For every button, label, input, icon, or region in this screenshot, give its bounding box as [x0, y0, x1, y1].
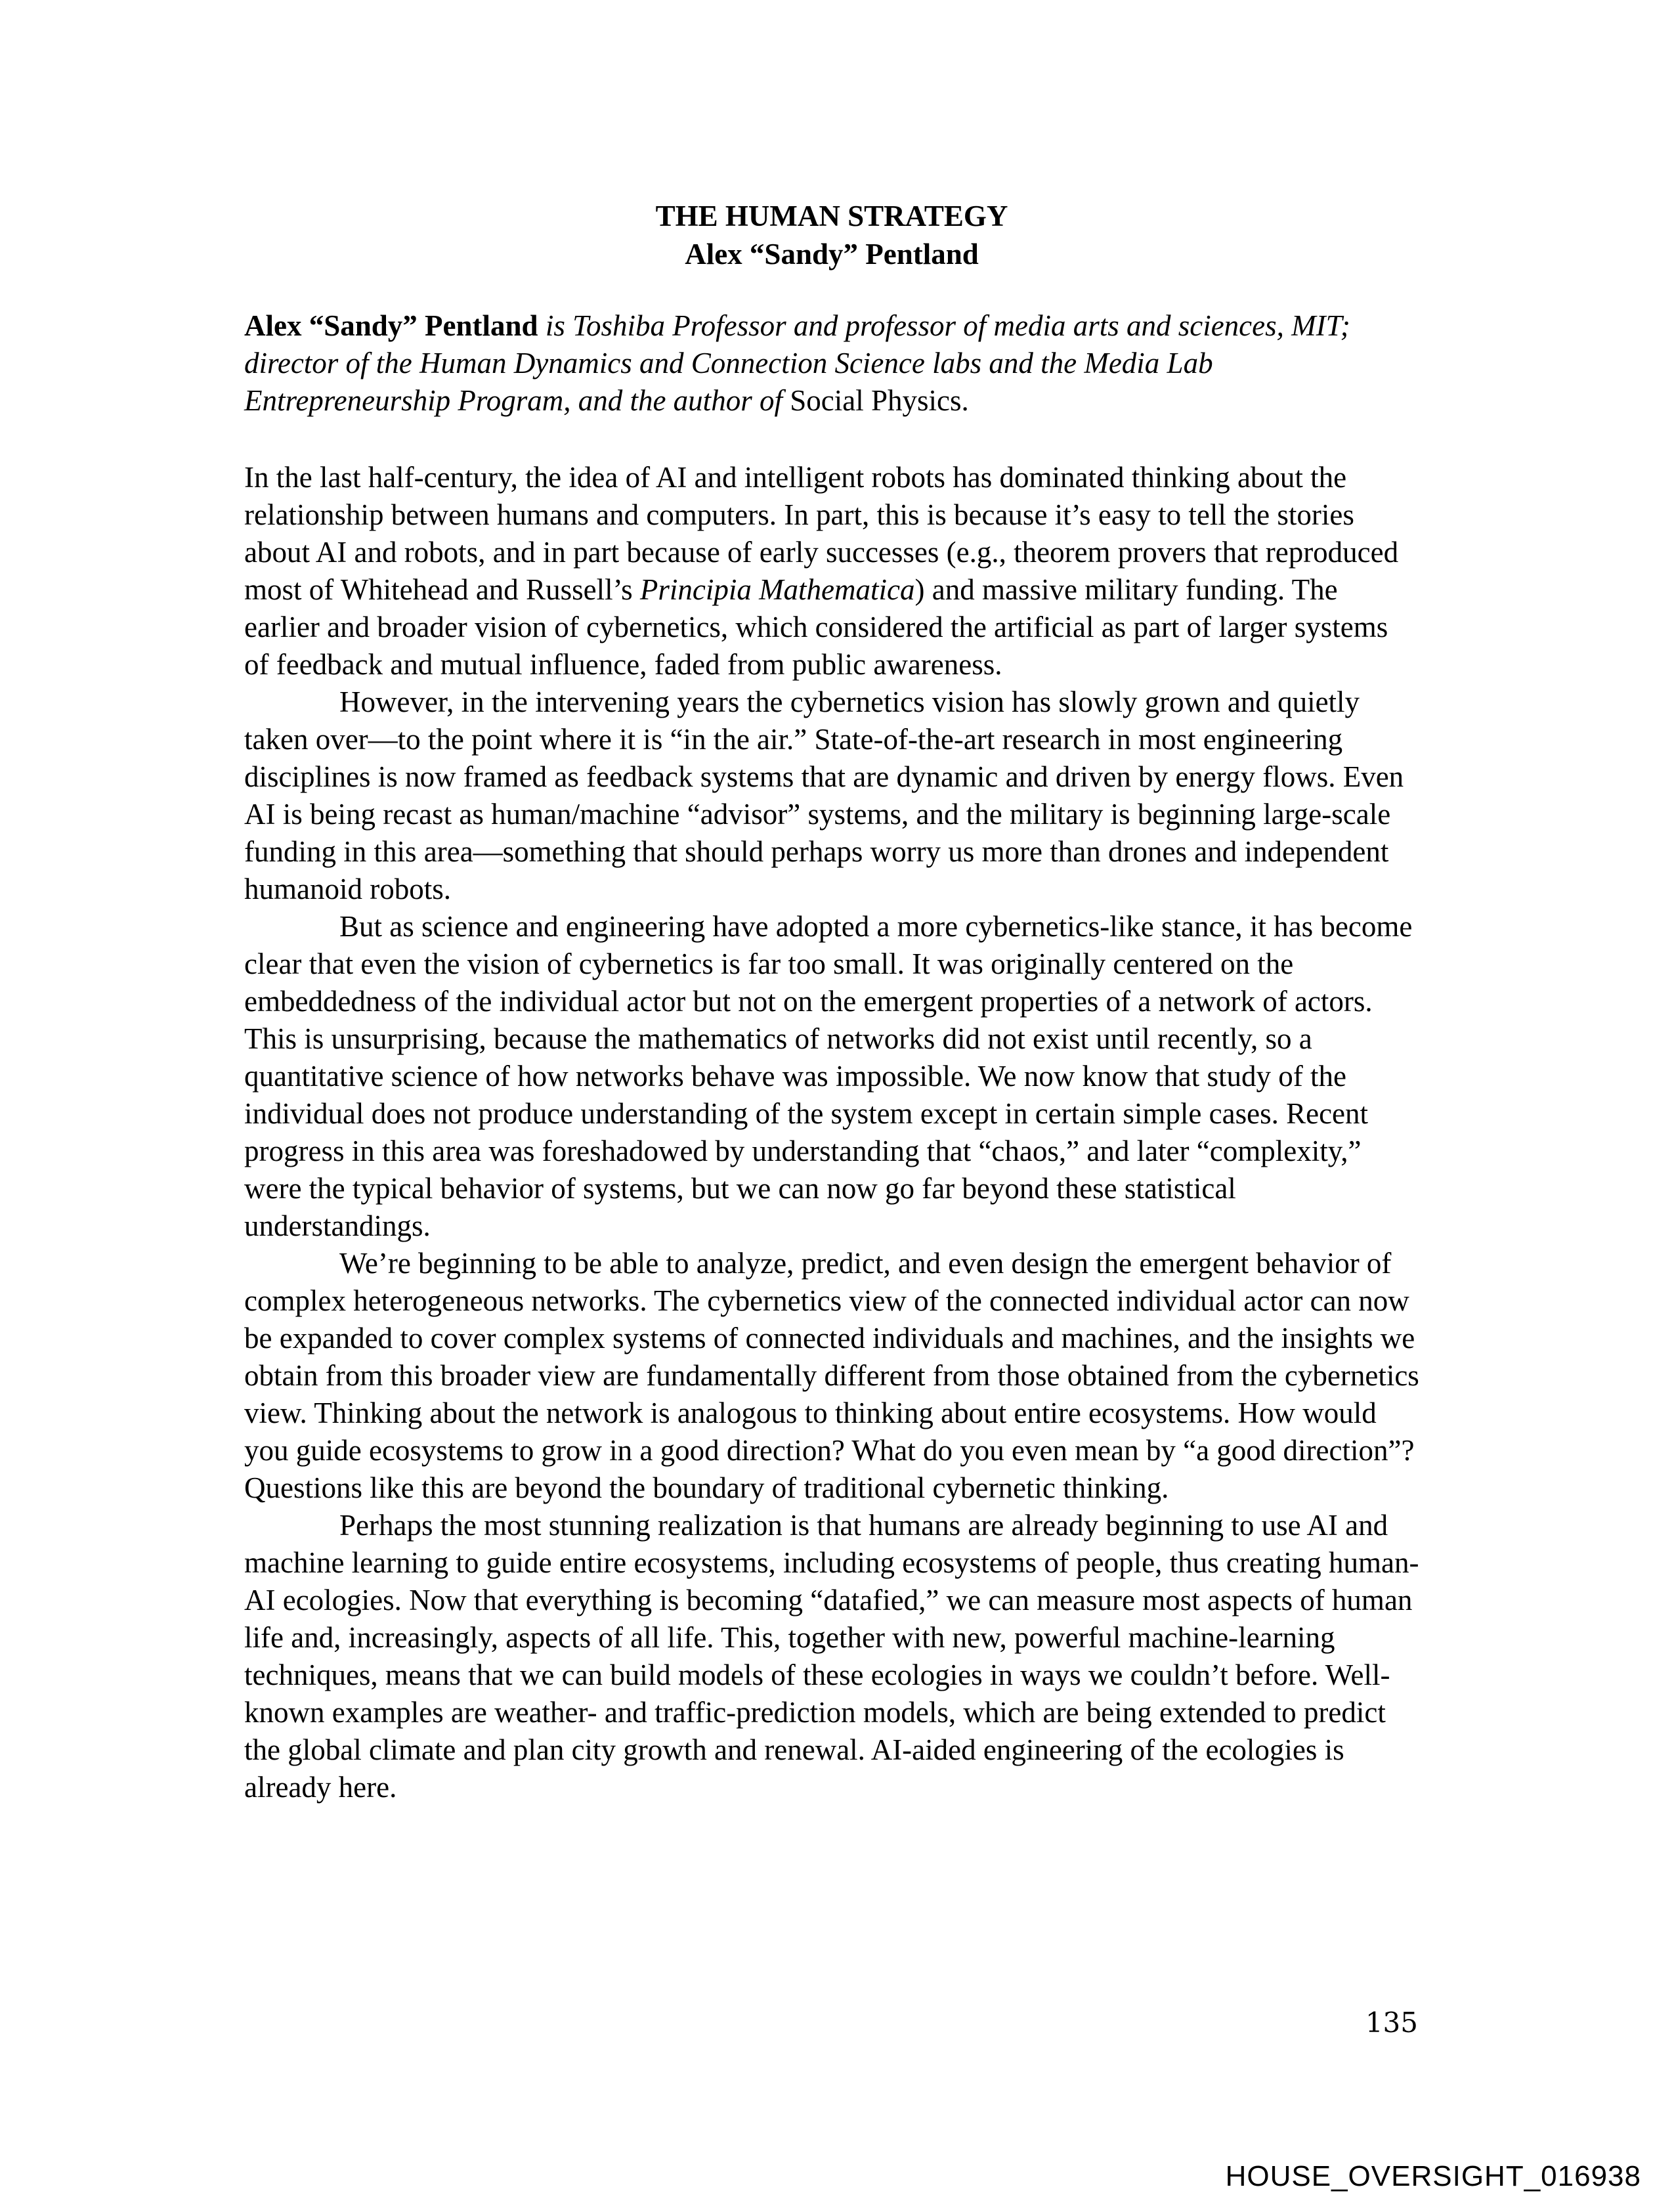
paragraph-1-text-b: ) and massive military funding. The earlier and broader vision of cybernetics, which considered the artificial as part of larger systems of feedback and mutual influence, faded from public awareness.: [244, 573, 1388, 681]
paragraph-1-italic: Principia Mathematica: [639, 573, 915, 606]
bio-end: .: [961, 384, 969, 417]
paragraph-1: [244, 459, 1419, 683]
body-text: [244, 459, 1419, 1806]
chapter-title: THE HUMAN STRATEGY: [655, 200, 1008, 232]
paragraph-1-text-a: In the last half-century, the idea of AI and intelligent robots has dominated thinking about the relationship between humans and computers. In part, this is because it’s easy to tell the stories about AI and robots, and in part because of early successes (e.g., theorem provers that reproduced most of Whitehead and Russell’s: [244, 461, 1399, 606]
page-number: 135: [1365, 2006, 1418, 2039]
bio-book-title: Social Physics: [790, 384, 962, 417]
paragraph-2: However, in the intervening years the cybernetics vision has slowly grown and quietly taken over—to the point where it is “in the air.” State-of-the-art research in most engineering disciplines is now framed as feedback systems that are dynamic and driven by energy flows. Even AI is being recast as human/machine “advisor” systems, and the military is beginning large-scale funding in this area—something that should perhaps worry us more than drones and independent humanoid robots.: [244, 685, 1404, 905]
paragraph-3: But as science and engineering have adopted a more cybernetics-like stance, it has become clear that even the vision of cybernetics is far too small. It was originally centered on the embeddedness of the individual actor but not on the emergent properties of a network of actors. This is unsurprising, because the mathematics of networks did not exist until recently, so a quantitative science of how networks behave was impossible. We now know that study of the individual does not produce understanding of the system except in certain simple cases. Recent progress in this area was foreshadowed by understanding that “chaos,” and later “complexity,” were the typical behavior of systems, but we can now go far beyond these statistical understandings.: [244, 910, 1413, 1242]
title-block: [244, 197, 1419, 273]
author-bio: [244, 307, 1419, 420]
chapter-author: Alex “Sandy” Pentland: [685, 238, 979, 271]
bio-description: is Toshiba Professor and professor of media arts and sciences, MIT; director of the Human Dynamics and Connection Science labs and the Media Lab Entrepreneurship Program, and the author of: [244, 309, 1350, 417]
bates-number: HOUSE_OVERSIGHT_016938: [1225, 2160, 1641, 2192]
bio-name: Alex “Sandy” Pentland: [244, 309, 538, 342]
paragraph-4: We’re beginning to be able to analyze, predict, and even design the emergent behavior of complex heterogeneous networks. The cybernetics view of the connected individual actor can now be expanded to cover complex systems of connected individuals and machines, and the insights we obtain from this broader view are fundamentally different from those obtained from the cybernetics view. Thinking about the network is analogous to thinking about entire ecosystems. How would you guide ecosystems to grow in a good direction? What do you even mean by “a good direction”? Questions like this are beyond the boundary of traditional cybernetic thinking.: [244, 1247, 1419, 1504]
paragraph-5: Perhaps the most stunning realization is that humans are already beginning to use AI and machine learning to guide entire ecosystems, including ecosystems of people, thus creating human-AI ecologies. Now that everything is becoming “datafied,” we can measure most aspects of human life and, increasingly, aspects of all life. This, together with new, powerful machine-learning techniques, means that we can build models of these ecologies in ways we couldn’t before. Well-known examples are weather- and traffic-prediction models, which are being extended to predict the global climate and plan city growth and renewal. AI-aided engineering of the ecologies is already here.: [244, 1509, 1419, 1804]
